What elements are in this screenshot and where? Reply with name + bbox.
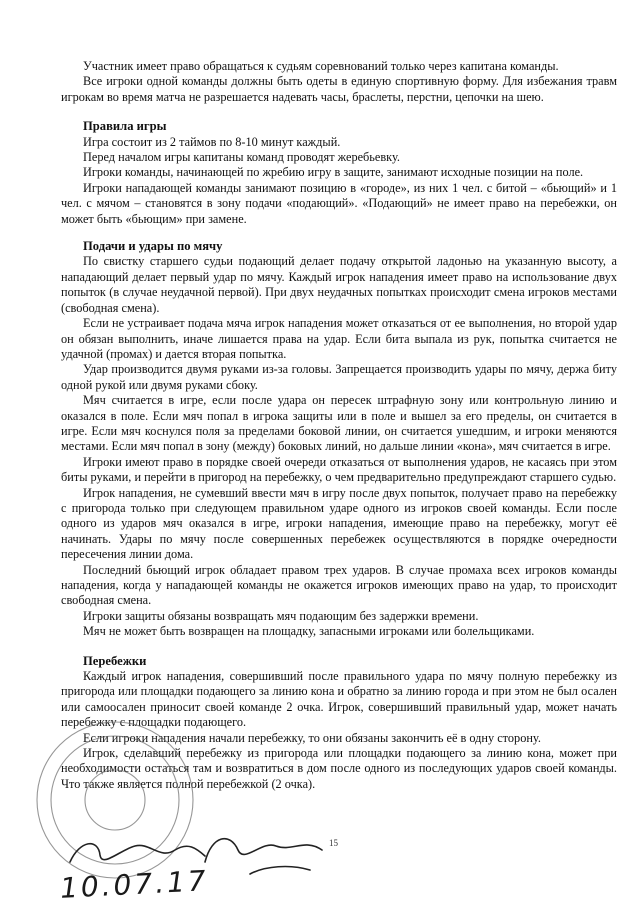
paragraph: Если игроки нападения начали перебежку, то они обязаны закончить её в одну сторону. bbox=[83, 730, 541, 745]
paragraph: Мяч не может быть возвращен на площадку, запасными игроками или болельщиками. bbox=[83, 624, 535, 639]
paragraph: Мяч считается в игре, если после удара он пересек штрафную зону или контрольную линию и оказался в поле. Если мяч попал в игрока защиты или в поле и вышел за его пределы, он считается в игре. Если мяч коснулся поля за пределами боковой линии, он считается ушедшим, и игроки меняются местами. Если мяч попал в зону (между) боковых линий, но дальше линии «кона», мяч считается в игре. bbox=[61, 393, 617, 454]
paragraph: Игроки команды, начинающей по жребию игру в защите, занимают исходные позиции на поле. bbox=[83, 165, 584, 180]
paragraph: Удар производится двумя руками из-за головы. Запрещается производить удары по мячу, держа биту одной рукой или двумя руками сбоку. bbox=[61, 362, 617, 392]
section-heading-runs: Перебежки bbox=[83, 653, 147, 668]
document-body bbox=[61, 59, 617, 792]
paragraph: Последний бьющий игрок обладает правом трех ударов. В случае промаха всех игроков команды нападения, когда у нападающей команды не окажется игроков имеющих право на удар, то происходит свободная смена. bbox=[61, 562, 617, 608]
section-heading-serves-and-hits: Подачи и удары по мячу bbox=[83, 239, 223, 254]
paragraph: Игроки нападающей команды занимают позицию в «городе», из них 1 чел. с битой – «бьющий» и 1 чел. с мячом – становятся в зону подачи «подающий». «Подающий» не имеет право на перебежки, он может быть «бьющим» при замене. bbox=[61, 180, 617, 226]
handwritten-date: 10.07.17 bbox=[59, 864, 210, 905]
paragraph: По свистку старшего судьи подающий делает подачу открытой ладонью на указанную высоту, а нападающий делает первый удар по мячу. Каждый игрок нападения имеет право на использование двух попыток (в случае неудачной первой). При двух неудачных попытках происходит смена игроков местами (свободная смена). bbox=[61, 254, 617, 315]
paragraph: Игроки защиты обязаны возвращать мяч подающим без задержки времени. bbox=[83, 608, 479, 623]
page-number: 15 bbox=[329, 838, 338, 848]
paragraph: Игрок, сделавший перебежку из пригорода или площадки подающего за линию кона, может при необходимости остаться там и возвратиться в дом после одного из последующих ударов своей команды. Что также является полной перебежкой (2 очка). bbox=[61, 746, 617, 791]
paragraph: Игра состоит из 2 таймов по 8-10 минут каждый. bbox=[83, 134, 341, 149]
intro-paragraph-1: Участник имеет право обращаться к судьям соревнований только через капитана команды. bbox=[83, 59, 559, 73]
paragraph: Игрок нападения, не сумевший ввести мяч в игру после двух попыток, получает право на перебежку с пригорода только при следующем правильном ударе одного из игроков своей команды. Если после одного из ударов мяч оказался в игре, игроки нападения, имеющие право на перебежку, могут её начинать. Удары по мячу после совершенных перебежек осуществляются в порядке очередности пересечения линии дома. bbox=[61, 485, 617, 562]
paragraph: Если не устраивает подача мяча игрок нападения может отказаться от ее выполнения, но второй удар он обязан выполнить, иначе лишается права на удар. Если бита выпала из рук, попытка считается не удачной (промах) и дается вторая попытка. bbox=[61, 316, 617, 361]
paragraph: Каждый игрок нападения, совершивший после правильного удара по мячу полную перебежку из пригорода или площадки подающего за линию кона и обратно за линию города и при этом не был осален или самоосален приносит своей команде 2 очка. Игрок, совершивший правильный удар, может начать перебежку с площадки подающего. bbox=[61, 669, 617, 730]
paragraph: Игроки имеют право в порядке своей очереди отказаться от выполнения ударов, не касаясь при этом биты руками, и перейти в пригород на перебежку, о чем предварительно предупреждают старшего судью. bbox=[61, 454, 617, 485]
intro-paragraph-2: Все игроки одной команды должны быть одеты в единую спортивную форму. Для избежания травм игрокам во время матча не разрешается надевать часы, браслеты, перстни, цепочки на шею. bbox=[61, 74, 617, 104]
paragraph: Перед началом игры капитаны команд проводят жеребьевку. bbox=[83, 150, 400, 165]
section-heading-game-rules: Правила игры bbox=[83, 119, 167, 134]
